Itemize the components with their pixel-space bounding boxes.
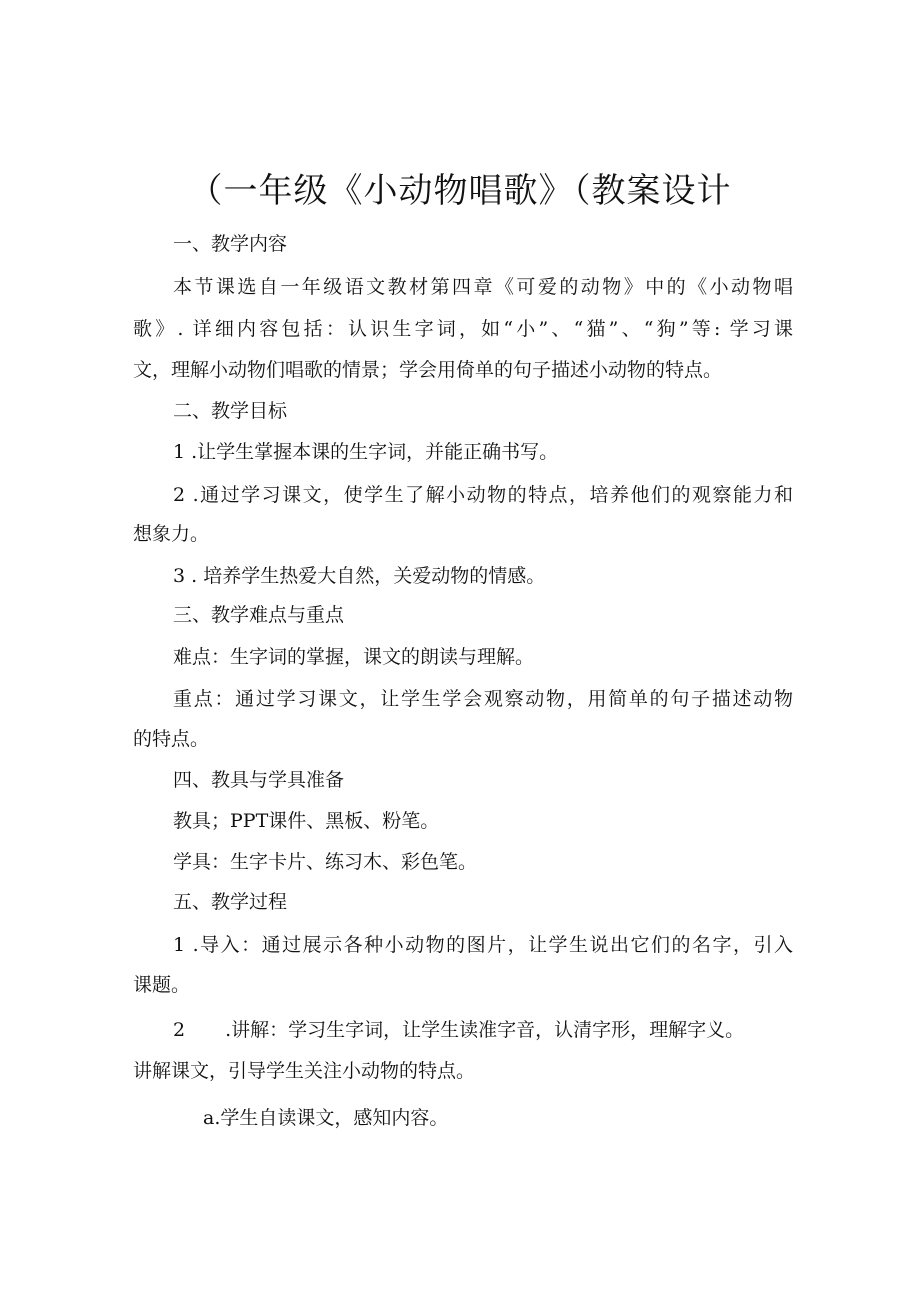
section-heading: 二、教学目标 [173,400,288,422]
list-item: 1 .让学生掌握本课的生字词，并能正确书写。 [173,441,559,463]
list-item: a.学生自读课文，感知内容。 [203,1107,449,1129]
paragraph-line: 讲解课文，引导学生关注小动物的特点。 [133,1060,476,1082]
list-item: 1 .导入：通过展示各种小动物的图片，让学生说出它们的名字，引入 [173,934,793,956]
paragraph-line: 想象力。 [133,523,210,545]
section-heading: 四、教具与学具准备 [173,769,345,791]
paragraph-line: 课题。 [133,974,191,996]
list-item-text: .讲解：学习生字词，让学生读准字音，认清字形，理解字义。 [225,1019,745,1041]
paragraph-line: 本节课选自一年级语文教材第四章《可爱的动物》中的《小动物唱 [173,276,793,298]
section-heading: 三、教学难点与重点 [173,604,345,626]
list-item [173,1015,793,1042]
paragraph-line: 重点：通过学习课文，让学生学会观察动物，用简单的句子描述动物 [173,688,793,710]
paragraph-line: 的特点。 [133,728,210,750]
paragraph-line: 歌》. 详细内容包括：认识生字词，如“小”、“猫”、“狗”等: 学习课 [133,318,793,340]
list-item: 3 . 培养学生热爱大自然，关爱动物的情感。 [173,565,546,587]
paragraph-line: 文，理解小动物们唱歌的情景；学会用倚单的句子描述小动物的特点。 [133,359,723,381]
list-item: 2 .通过学习课文，使学生了解小动物的特点，培养他们的观察能力和 [173,484,793,506]
paragraph-line: 教具；PPT课件、黑板、粉笔。 [173,810,440,832]
list-number: 2 [173,1019,186,1041]
section-heading: 五、教学过程 [173,891,288,913]
document-title: （一年级《小动物唱歌》（教案设计 [188,171,732,211]
section-heading: 一、教学内容 [173,233,288,255]
paragraph-line: 学具：生字卡片、练习木、彩色笔。 [173,851,478,873]
paragraph-line: 难点：生字词的掌握，课文的朗读与理解。 [173,646,535,668]
